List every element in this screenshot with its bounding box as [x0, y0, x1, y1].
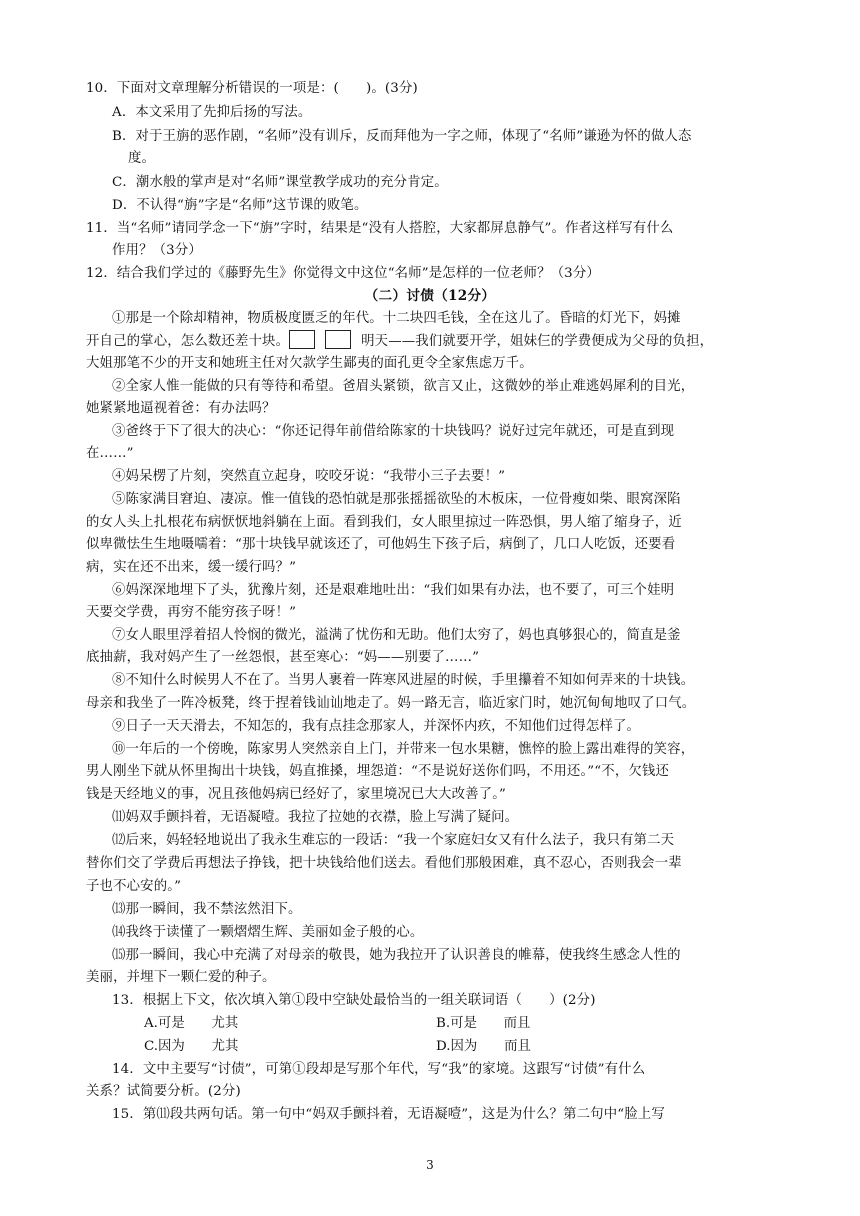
q12-line1: 12．结合我们学过的《藤野先生》你觉得文中这位“名师”是怎样的一位老师？（3分）: [86, 266, 600, 281]
q11-line2: 作用？（3分）: [112, 243, 202, 258]
q10-stem: 10．下面对文章理解分析错误的一项是：( )。(3分): [86, 81, 418, 96]
paragraph-12-line1: ⑿后来，妈轻轻地说出了我永生难忘的一段话：“我一个家庭妇女又有什么法子，我只有第二天: [112, 833, 675, 848]
paragraph-15-line2: 美丽，并埋下一颗仁爱的种子。: [86, 970, 276, 985]
paragraph-10-line1: ⑩一年后的一个傍晚，陈家男人突然亲自上门，并带来一包水果糖，憔悴的脸上露出难得的笑容，: [112, 742, 695, 757]
section-title: （二）讨债（12分）: [364, 288, 496, 304]
q13-option-c: C.因为 尤其: [144, 1039, 239, 1054]
q13-option-a: A.可是 尤其: [144, 1016, 239, 1031]
q14-line1: 14．文中主要写“讨债”，可第①段却是写那个年代，写“我”的家境。这跟写“讨债”有什么: [112, 1062, 646, 1077]
paragraph-3-line2: 在……”: [86, 446, 134, 461]
q13-stem: 13．根据上下文，依次填入第①段中空缺处最恰当的一组关联词语（ ）(2分): [112, 993, 596, 1008]
paragraph-12-line2: 替你们交了学费后再想法子挣钱，把十块钱给他们送去。看他们那般困难，真不忍心，否则我会一辈: [86, 856, 682, 871]
blank-box-2[interactable]: [325, 330, 351, 349]
paragraph-5-line2: 的女人头上扎根花布病恹恹地斜躺在上面。看到我们，女人眼里掠过一阵恐惧，男人缩了缩身子，近: [86, 515, 682, 530]
paragraph-9-line1: ⑨日子一天天滑去，不知怎的，我有点挂念那家人，并深怀内疚，不知他们过得怎样了。: [112, 719, 641, 734]
paragraph-6-line2: 天要交学费，再穷不能穷孩子呀！”: [86, 605, 297, 620]
paragraph-6-line1: ⑥妈深深地埋下了头，犹豫片刻，还是艰难地吐出：“我们如果有办法，也不要了，可三个娃明: [112, 583, 675, 598]
paragraph-10-line3: 钱是天经地义的事，况且孩他妈病已经好了，家里境况已大大改善了。”: [86, 787, 507, 802]
paragraph-1-line2: [86, 330, 713, 353]
blank-box-1[interactable]: [289, 330, 315, 349]
paragraph-4-line1: ④妈呆楞了片刻，突然直立起身，咬咬牙说：“我带小三子去要！”: [112, 469, 506, 484]
paragraph-3-line1: ③爸终于下了很大的决心：“你还记得年前借给陈家的十块钱吗？说好过完年就还，可是直到现: [112, 424, 675, 439]
paragraph-10-line2: 男人刚坐下就从怀里掏出十块钱，妈直推搡，埋怨道：“不是说好送你们吗，不用还。”“不，欠钱还: [86, 764, 669, 779]
paragraph-1-line1: ①那是一个除却精神，物质极度匮乏的年代。十二块四毛钱，全在这儿了。昏暗的灯光下，妈摊: [112, 311, 681, 326]
q10-option-c: C．潮水般的掌声是对“名师”课堂教学成功的充分肯定。: [112, 175, 448, 190]
q10-option-d: D．不认得“旃”字是“名师”这节课的败笔。: [112, 198, 368, 213]
paragraph-13-line1: ⒀那一瞬间，我不禁泫然泪下。: [112, 902, 302, 917]
q13-option-d: D.因为 而且: [436, 1039, 531, 1054]
paragraph-7-line1: ⑦女人眼里浮着招人怜悯的微光，溢满了忧伤和无助。他们太穷了，妈也真够狠心的，简直是釜: [112, 628, 681, 643]
paragraph-5-line1: ⑤陈家满目窘迫、凄凉。惟一值钱的恐怕就是那张摇摇欲坠的木板床，一位骨瘦如柴、眼窝深陷: [112, 492, 681, 507]
paragraph-7-line2: 底抽薪，我对妈产生了一丝怨恨，甚至寒心：“妈——别要了……”: [86, 650, 480, 665]
paragraph-15-line1: ⒂那一瞬间，我心中充满了对母亲的敬畏，她为我拉开了认识善良的帷幕，使我终生感念人性的: [112, 948, 681, 963]
paragraph-14-line1: ⒁我终于读懂了一颗熠熠生辉、美丽如金子般的心。: [112, 925, 424, 940]
paragraph-12-line3: 子也不心安的。”: [86, 879, 182, 894]
q13-option-b: B.可是 而且: [436, 1016, 531, 1031]
paragraph-5-line3: 似卑微怯生生地嗫嚅着：“那十块钱早就该还了，可他妈生下孩子后，病倒了，几口人吃饭，还要看: [86, 537, 676, 552]
q10-option-b: B．对于王旃的恶作剧，“名师”没有训斥，反而拜他为一字之师，体现了“名师”谦逊为怀的做人态: [112, 129, 692, 144]
paragraph-1-line2-pre: 开自己的掌心，怎么数还差十块。: [86, 334, 290, 349]
paragraph-2-line2: 她紧紧地逼视着爸：有办法吗？: [86, 401, 276, 416]
q10-option-b-cont: 度。: [128, 151, 156, 166]
paragraph-1-line3: 大姐那笔不少的开支和她班主任对欠款学生鄙夷的面孔更令全家焦虑万千。: [86, 356, 533, 371]
q10-option-a: A．本文采用了先抑后扬的写法。: [112, 105, 312, 120]
paragraph-2-line1: ②全家人惟一能做的只有等待和希望。爸眉头紧锁，欲言又止，这微妙的举止难逃妈犀利的目光，: [112, 379, 695, 394]
q15-line1: 15．第⑾段共两句话。第一句中“妈双手颤抖着，无语凝噎”，这是为什么？第二句中“脸上写: [112, 1107, 665, 1122]
q14-line2: 关系？试简要分析。(2分): [86, 1084, 241, 1099]
paragraph-8-line2: 母亲和我坐了一阵冷板凳，终于捏着钱讪讪地走了。妈一路无言，临近家门时，她沉甸甸地叹了口气。: [86, 696, 696, 711]
paragraph-11-line1: ⑾妈双手颤抖着，无语凝噎。我拉了拉她的衣襟，脸上写满了疑问。: [112, 810, 519, 825]
paragraph-1-line2-post: 明天——我们就要开学，姐妹仨的学费便成为父母的负担，: [361, 334, 714, 349]
q11-line1: 11．当“名师”请同学念一下“旃”字时，结果是“没有人搭腔，大家都屏息静气”。作者这样写有什么: [86, 221, 674, 236]
paragraph-5-line4: 病，实在还不出来，缓一缓行吗？”: [86, 560, 297, 575]
page-number: 3: [426, 1158, 434, 1172]
paragraph-8-line1: ⑧不知什么时候男人不在了。当男人裹着一阵寒风进屋的时候，手里攥着不知如何弄来的十块钱。: [112, 673, 695, 688]
